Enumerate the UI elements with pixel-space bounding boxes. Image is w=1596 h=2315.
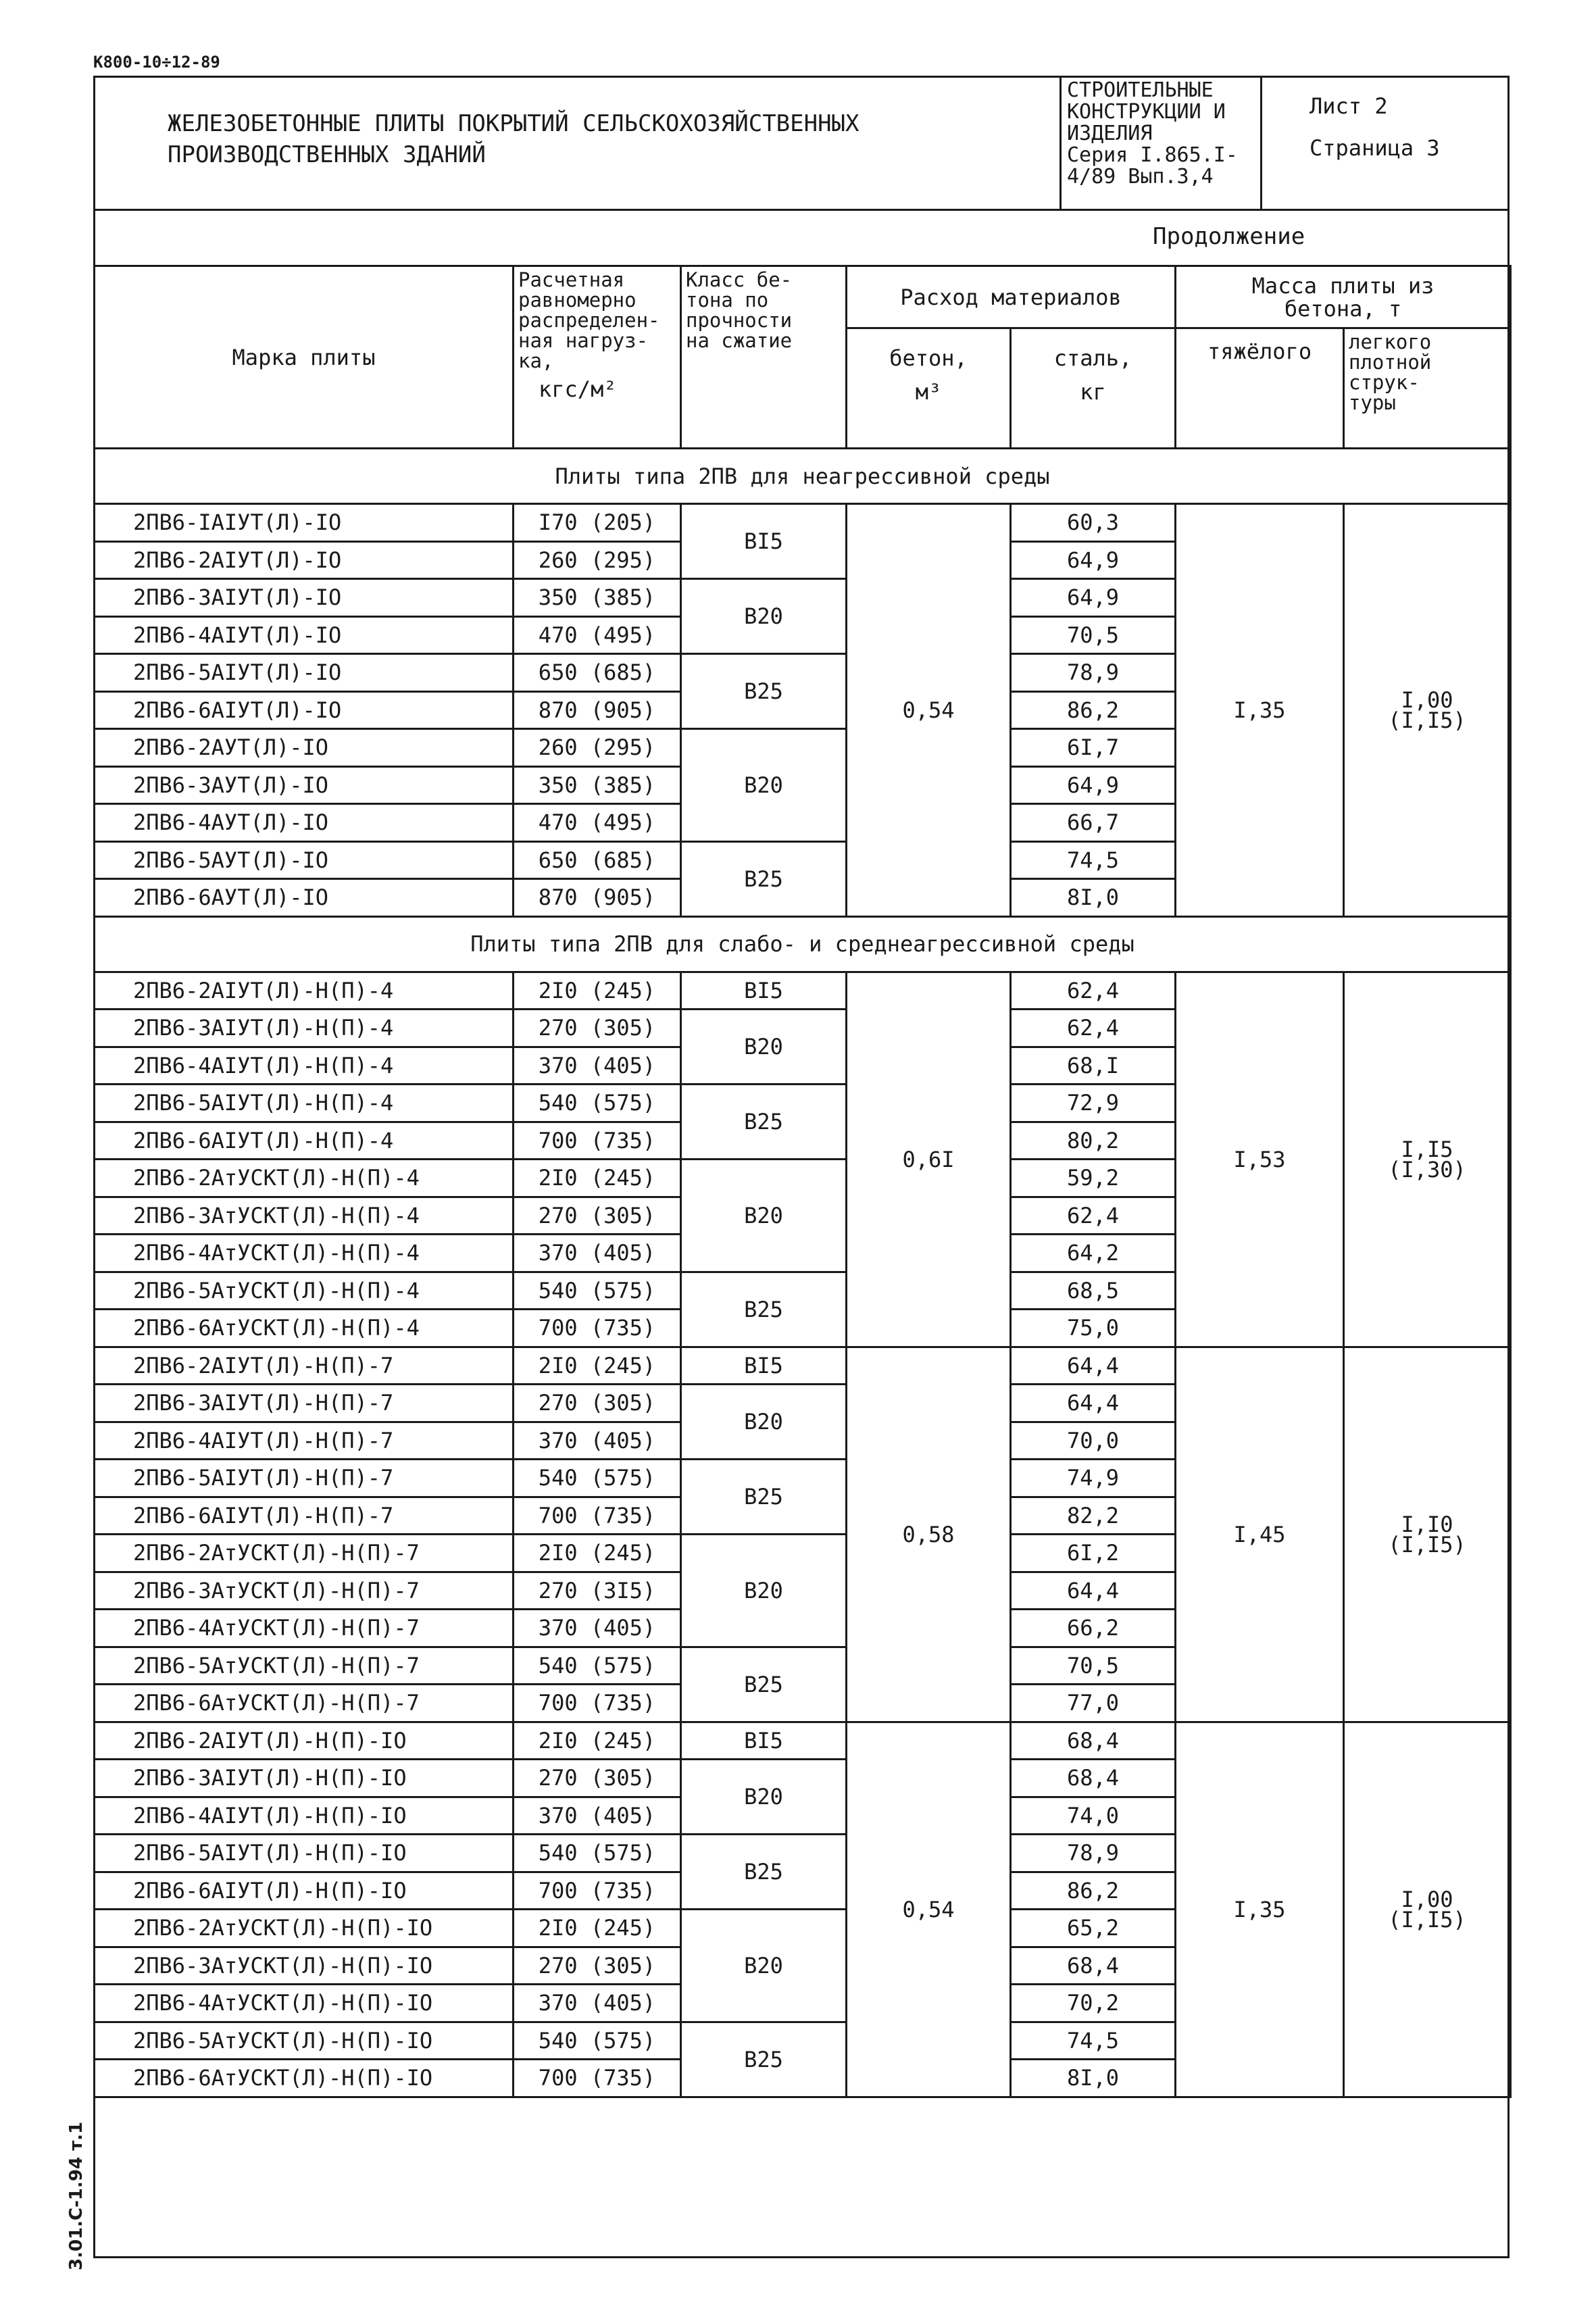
steel-consumption: 74,0	[1011, 1797, 1176, 1835]
design-load: 2I0 (245)	[514, 1535, 681, 1572]
steel-consumption: 80,2	[1011, 1122, 1176, 1160]
header-light-line: туры	[1349, 391, 1396, 414]
header-light-line: легкого	[1349, 330, 1432, 353]
header-load	[514, 266, 681, 449]
steel-consumption: 75,0	[1011, 1310, 1176, 1347]
header-light	[1344, 328, 1511, 449]
mass-light	[1344, 1722, 1511, 2097]
design-load: 540 (575)	[514, 1272, 681, 1310]
mass-light-value: I,I0	[1401, 1511, 1453, 1537]
title-line: ЖЕЛЕЗОБЕТОННЫЕ ПЛИТЫ ПОКРЫТИЙ СЕЛЬСКОХОЗЯЙСТВЕННЫХ	[168, 110, 859, 137]
header-load-line: равномерно	[518, 289, 637, 312]
plate-mark: 2ПВ6-3AIУТ(Л)-Н(П)-4	[95, 1010, 514, 1047]
design-load: 540 (575)	[514, 2022, 681, 2060]
steel-consumption: 74,9	[1011, 1460, 1176, 1497]
design-load: 270 (305)	[514, 1197, 681, 1235]
steel-consumption: 62,4	[1011, 1010, 1176, 1047]
concrete-class: B25	[681, 1085, 847, 1160]
header-class-line: прочности	[686, 309, 793, 332]
sheet-number: Лист 2	[1310, 93, 1388, 119]
header-class-line: на сжатие	[686, 329, 793, 352]
design-load: 370 (405)	[514, 1797, 681, 1835]
header-class-line: Класс бе-	[686, 268, 793, 291]
design-load: 2I0 (245)	[514, 972, 681, 1010]
plate-mark: 2ПВ6-4AтУСКТ(Л)-Н(П)-IO	[95, 1985, 514, 2022]
steel-consumption: 60,3	[1011, 504, 1176, 542]
design-load: 2I0 (245)	[514, 1910, 681, 1947]
section-title: Плиты типа 2ПВ для неагрессивной среды	[95, 449, 1511, 504]
title-block	[93, 76, 1510, 211]
mass-light-value: I,00	[1401, 1886, 1453, 1912]
concrete-class: B25	[681, 654, 847, 729]
design-load: 370 (405)	[514, 1422, 681, 1460]
plate-mark: 2ПВ6-2AтУСКТ(Л)-Н(П)-IO	[95, 1910, 514, 1947]
header-load-line: Расчетная	[518, 268, 625, 291]
plate-mark: 2ПВ6-4AтУСКТ(Л)-Н(П)-4	[95, 1235, 514, 1272]
design-load: 700 (735)	[514, 1122, 681, 1160]
steel-consumption: 78,9	[1011, 1835, 1176, 1872]
mass-light-value-alt: (I,30)	[1388, 1156, 1466, 1183]
steel-consumption: 65,2	[1011, 1910, 1176, 1947]
header-steel-label: сталь,	[1053, 345, 1132, 371]
table-body	[95, 449, 1511, 2097]
header-load-line: ка,	[518, 349, 554, 372]
series-line: КОНСТРУКЦИИ И	[1067, 100, 1226, 124]
plate-mark: 2ПВ6-5AIУТ(Л)-Н(П)-7	[95, 1460, 514, 1497]
concrete-class: BI5	[681, 1722, 847, 1760]
steel-consumption: 66,2	[1011, 1610, 1176, 1647]
section-title: Плиты типа 2ПВ для слабо- и среднеагрессивной среды	[95, 916, 1511, 972]
design-load: 270 (305)	[514, 1010, 681, 1047]
plate-mark: 2ПВ6-6AтУСКТ(Л)-Н(П)-7	[95, 1685, 514, 1722]
document-title	[168, 108, 1046, 170]
design-load: 2I0 (245)	[514, 1347, 681, 1385]
design-load: 700 (735)	[514, 1310, 681, 1347]
header-materials: Расход материалов	[847, 266, 1176, 328]
design-load: 540 (575)	[514, 1085, 681, 1122]
design-load: 2I0 (245)	[514, 1722, 681, 1760]
steel-consumption: 8I,0	[1011, 879, 1176, 917]
plate-mark: 2ПВ6-5AУТ(Л)-IO	[95, 841, 514, 879]
steel-consumption: 64,2	[1011, 1235, 1176, 1272]
mass-light	[1344, 972, 1511, 1347]
plate-mark: 2ПВ6-6AIУТ(Л)-Н(П)-4	[95, 1122, 514, 1160]
steel-consumption: 68,4	[1011, 1722, 1176, 1760]
design-load: 870 (905)	[514, 691, 681, 729]
concrete-class: B20	[681, 1385, 847, 1460]
concrete-volume: 0,6I	[847, 972, 1011, 1347]
plate-mark: 2ПВ6-3AтУСКТ(Л)-Н(П)-7	[95, 1572, 514, 1610]
spec-table	[93, 265, 1512, 2098]
table-row	[95, 1347, 1511, 1385]
design-load: I70 (205)	[514, 504, 681, 542]
plate-mark: 2ПВ6-4AIУТ(Л)-IO	[95, 616, 514, 654]
design-load: 260 (295)	[514, 729, 681, 767]
design-load: 470 (495)	[514, 616, 681, 654]
header-class	[681, 266, 847, 449]
concrete-class: B25	[681, 1272, 847, 1347]
document-code: К800-10÷12-89	[93, 53, 220, 72]
plate-mark: 2ПВ6-2AIУТ(Л)-Н(П)-7	[95, 1347, 514, 1385]
design-load: 700 (735)	[514, 2060, 681, 2097]
design-load: 650 (685)	[514, 841, 681, 879]
sheet-block	[1262, 76, 1510, 209]
plate-mark: 2ПВ6-4AIУТ(Л)-Н(П)-4	[95, 1047, 514, 1085]
concrete-class: B25	[681, 1460, 847, 1535]
concrete-class: B25	[681, 1647, 847, 1722]
concrete-class: B20	[681, 1760, 847, 1835]
steel-consumption: 64,9	[1011, 766, 1176, 804]
mass-light-value-alt: (I,I5)	[1388, 707, 1466, 733]
header-load-unit: кгс/м²	[539, 376, 617, 402]
series-block	[1059, 76, 1262, 209]
header-steel-unit: кг	[1080, 379, 1106, 405]
header-class-line: тона по	[686, 289, 769, 312]
plate-mark: 2ПВ6-6AтУСКТ(Л)-Н(П)-IO	[95, 2060, 514, 2097]
table-row	[95, 972, 1511, 1010]
steel-consumption: 70,5	[1011, 1647, 1176, 1685]
design-load: 350 (385)	[514, 579, 681, 617]
concrete-class: B20	[681, 1160, 847, 1272]
header-load-line: распределен-	[518, 309, 660, 332]
series-line: СТРОИТЕЛЬНЫЕ	[1067, 78, 1214, 102]
plate-mark: 2ПВ6-3AIУТ(Л)-Н(П)-IO	[95, 1760, 514, 1797]
plate-mark: 2ПВ6-5AIУТ(Л)-IO	[95, 654, 514, 692]
steel-consumption: 64,9	[1011, 579, 1176, 617]
design-load: 2I0 (245)	[514, 1160, 681, 1197]
concrete-volume: 0,54	[847, 1722, 1011, 2097]
design-load: 270 (3I5)	[514, 1572, 681, 1610]
section-header-row	[95, 916, 1511, 972]
steel-consumption: 64,9	[1011, 541, 1176, 579]
series-line: Серия I.865.I-	[1067, 143, 1238, 167]
plate-mark: 2ПВ6-5AтУСКТ(Л)-Н(П)-7	[95, 1647, 514, 1685]
concrete-class: BI5	[681, 504, 847, 579]
plate-mark: 2ПВ6-4AтУСКТ(Л)-Н(П)-7	[95, 1610, 514, 1647]
steel-consumption: 62,4	[1011, 1197, 1176, 1235]
design-load: 700 (735)	[514, 1872, 681, 1910]
plate-mark: 2ПВ6-6AУТ(Л)-IO	[95, 879, 514, 917]
design-load: 870 (905)	[514, 879, 681, 917]
header-light-line: плотной	[1349, 351, 1432, 374]
table-row	[95, 1722, 1511, 1760]
plate-mark: 2ПВ6-IAIУТ(Л)-IO	[95, 504, 514, 542]
design-load: 270 (305)	[514, 1385, 681, 1422]
mass-heavy: I,45	[1176, 1347, 1344, 1722]
design-load: 350 (385)	[514, 766, 681, 804]
mass-heavy: I,35	[1176, 504, 1344, 917]
steel-consumption: 64,4	[1011, 1347, 1176, 1385]
mass-light-value: I,00	[1401, 687, 1453, 713]
steel-consumption: 59,2	[1011, 1160, 1176, 1197]
concrete-volume: 0,54	[847, 504, 1011, 917]
plate-mark: 2ПВ6-3AтУСКТ(Л)-Н(П)-4	[95, 1197, 514, 1235]
steel-consumption: 86,2	[1011, 1872, 1176, 1910]
header-mass-line: бетона, т	[1284, 295, 1402, 322]
header-heavy: тяжёлого	[1176, 328, 1344, 449]
header-concrete-unit: м³	[915, 379, 942, 405]
steel-consumption: 68,I	[1011, 1047, 1176, 1085]
concrete-class: B20	[681, 729, 847, 842]
side-label: 3.01.С-1.94 т.1	[66, 2121, 86, 2270]
section-header-row	[95, 449, 1511, 504]
steel-consumption: 6I,7	[1011, 729, 1176, 767]
concrete-class: B25	[681, 1835, 847, 1910]
steel-consumption: 68,4	[1011, 1760, 1176, 1797]
steel-consumption: 64,4	[1011, 1385, 1176, 1422]
steel-consumption: 78,9	[1011, 654, 1176, 692]
mass-light-value-alt: (I,I5)	[1388, 1531, 1466, 1558]
page-number: Страница 3	[1310, 135, 1440, 161]
concrete-class: B25	[681, 2022, 847, 2097]
plate-mark: 2ПВ6-2AIУТ(Л)-Н(П)-4	[95, 972, 514, 1010]
header-mass	[1176, 266, 1511, 328]
plate-mark: 2ПВ6-4AIУТ(Л)-Н(П)-IO	[95, 1797, 514, 1835]
design-load: 370 (405)	[514, 1985, 681, 2022]
steel-consumption: 70,5	[1011, 616, 1176, 654]
plate-mark: 2ПВ6-2AтУСКТ(Л)-Н(П)-7	[95, 1535, 514, 1572]
table-row	[95, 504, 1511, 542]
plate-mark: 2ПВ6-2AIУТ(Л)-IO	[95, 541, 514, 579]
plate-mark: 2ПВ6-2AIУТ(Л)-Н(П)-IO	[95, 1722, 514, 1760]
mass-heavy: I,53	[1176, 972, 1344, 1347]
design-load: 540 (575)	[514, 1460, 681, 1497]
design-load: 700 (735)	[514, 1685, 681, 1722]
mass-light	[1344, 1347, 1511, 1722]
mass-heavy: I,35	[1176, 1722, 1344, 2097]
steel-consumption: 74,5	[1011, 841, 1176, 879]
header-steel	[1011, 328, 1176, 449]
design-load: 370 (405)	[514, 1610, 681, 1647]
plate-mark: 2ПВ6-3AIУТ(Л)-IO	[95, 579, 514, 617]
design-load: 650 (685)	[514, 654, 681, 692]
table-header	[95, 266, 1511, 449]
series-line: 4/89 Вып.3,4	[1067, 165, 1214, 189]
concrete-class: B20	[681, 1535, 847, 1647]
header-mass-line: Масса плиты из	[1251, 272, 1435, 299]
plate-mark: 2ПВ6-6AIУТ(Л)-Н(П)-7	[95, 1497, 514, 1535]
header-light-line: струк-	[1349, 371, 1420, 394]
design-load: 540 (575)	[514, 1835, 681, 1872]
steel-consumption: 68,5	[1011, 1272, 1176, 1310]
plate-mark: 2ПВ6-4AУТ(Л)-IO	[95, 804, 514, 842]
continuation-label: Продолжение	[1153, 223, 1305, 250]
design-load: 370 (405)	[514, 1235, 681, 1272]
design-load: 370 (405)	[514, 1047, 681, 1085]
title-line: ПРОИЗВОДСТВЕННЫХ ЗДАНИЙ	[168, 141, 486, 168]
concrete-class: B20	[681, 1910, 847, 2022]
plate-mark: 2ПВ6-5AIУТ(Л)-Н(П)-IO	[95, 1835, 514, 1872]
plate-mark: 2ПВ6-6AIУТ(Л)-Н(П)-IO	[95, 1872, 514, 1910]
steel-consumption: 66,7	[1011, 804, 1176, 842]
mass-light-value: I,I5	[1401, 1136, 1453, 1162]
steel-consumption: 74,5	[1011, 2022, 1176, 2060]
concrete-class: B20	[681, 579, 847, 654]
steel-consumption: 82,2	[1011, 1497, 1176, 1535]
steel-consumption: 70,2	[1011, 1985, 1176, 2022]
header-concrete	[847, 328, 1011, 449]
plate-mark: 2ПВ6-3AIУТ(Л)-Н(П)-7	[95, 1385, 514, 1422]
design-load: 270 (305)	[514, 1760, 681, 1797]
design-load: 700 (735)	[514, 1497, 681, 1535]
plate-mark: 2ПВ6-3AтУСКТ(Л)-Н(П)-IO	[95, 1947, 514, 1985]
plate-mark: 2ПВ6-6AтУСКТ(Л)-Н(П)-4	[95, 1310, 514, 1347]
steel-consumption: 64,4	[1011, 1572, 1176, 1610]
header-load-line: ная нагруз-	[518, 329, 649, 352]
series-line: ИЗДЕЛИЯ	[1067, 122, 1153, 145]
design-load: 540 (575)	[514, 1647, 681, 1685]
steel-consumption: 72,9	[1011, 1085, 1176, 1122]
header-concrete-label: бетон,	[889, 345, 968, 371]
header-mark: Марка плиты	[95, 266, 514, 449]
steel-consumption: 6I,2	[1011, 1535, 1176, 1572]
design-load: 470 (495)	[514, 804, 681, 842]
concrete-class: BI5	[681, 972, 847, 1010]
mass-light-value-alt: (I,I5)	[1388, 1906, 1466, 1933]
plate-mark: 2ПВ6-3AУТ(Л)-IO	[95, 766, 514, 804]
plate-mark: 2ПВ6-6AIУТ(Л)-IO	[95, 691, 514, 729]
mass-light	[1344, 504, 1511, 917]
steel-consumption: 77,0	[1011, 1685, 1176, 1722]
steel-consumption: 70,0	[1011, 1422, 1176, 1460]
design-load: 260 (295)	[514, 541, 681, 579]
plate-mark: 2ПВ6-4AIУТ(Л)-Н(П)-7	[95, 1422, 514, 1460]
concrete-volume: 0,58	[847, 1347, 1011, 1722]
steel-consumption: 8I,0	[1011, 2060, 1176, 2097]
design-load: 270 (305)	[514, 1947, 681, 1985]
steel-consumption: 62,4	[1011, 972, 1176, 1010]
plate-mark: 2ПВ6-5AIУТ(Л)-Н(П)-4	[95, 1085, 514, 1122]
steel-consumption: 86,2	[1011, 691, 1176, 729]
plate-mark: 2ПВ6-2AтУСКТ(Л)-Н(П)-4	[95, 1160, 514, 1197]
plate-mark: 2ПВ6-5AтУСКТ(Л)-Н(П)-IO	[95, 2022, 514, 2060]
concrete-class: BI5	[681, 1347, 847, 1385]
concrete-class: B20	[681, 1010, 847, 1085]
steel-consumption: 68,4	[1011, 1947, 1176, 1985]
plate-mark: 2ПВ6-2AУТ(Л)-IO	[95, 729, 514, 767]
concrete-class: B25	[681, 841, 847, 916]
plate-mark: 2ПВ6-5AтУСКТ(Л)-Н(П)-4	[95, 1272, 514, 1310]
